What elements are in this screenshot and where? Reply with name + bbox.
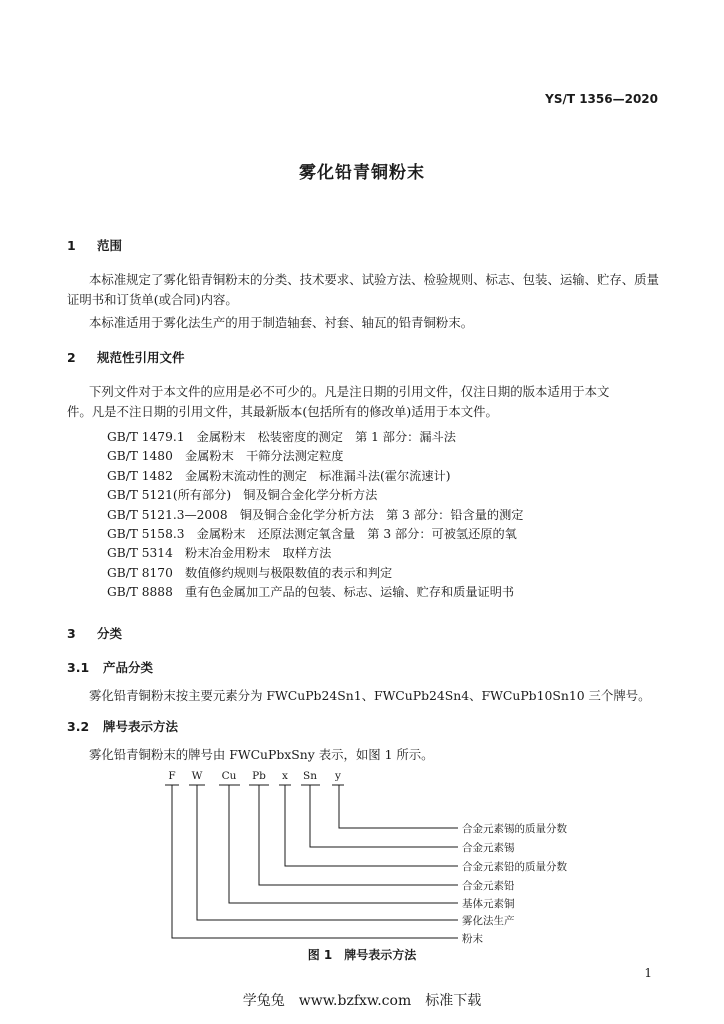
subsection-title: 牌号表示方法	[103, 719, 179, 734]
section-title: 分类	[97, 626, 123, 641]
section-number: 1	[67, 238, 76, 253]
reference-item: GB/T 8170 数值修约规则与极限数值的表示和判定	[107, 565, 393, 580]
diagram-label: 合金元素铅	[462, 880, 515, 892]
leader-line	[285, 785, 458, 866]
leader-line	[197, 785, 458, 920]
subsection-number: 3.2	[67, 719, 90, 734]
section-number: 2	[67, 350, 76, 365]
code-letter: Cu	[221, 770, 237, 782]
diagram-label: 基体元素铜	[462, 898, 515, 910]
paragraph: 下列文件对于本文件的应用是必不可少的。凡是注日期的引用文件，仅注日期的版本适用于本文	[89, 384, 610, 399]
code-letter: W	[191, 770, 203, 782]
paragraph: 本标准适用于雾化法生产的用于制造轴套、衬套、轴瓦的铅青铜粉末。	[89, 315, 474, 330]
code-letter: Sn	[303, 770, 317, 782]
reference-item: GB/T 5121.3—2008 铜及铜合金化学分析方法 第 3 部分：铅含量的测定	[107, 507, 524, 522]
paragraph: 雾化铅青铜粉末按主要元素分为 FWCuPb24Sn1、FWCuPb24Sn4、FWCuPb10Sn10 三个牌号。	[89, 688, 651, 703]
code-letter: y	[335, 770, 341, 782]
section-title: 范围	[97, 238, 123, 253]
leader-line	[310, 785, 458, 847]
subsection-number: 3.1	[67, 660, 90, 675]
reference-item: GB/T 1479.1 金属粉末 松装密度的测定 第 1 部分：漏斗法	[107, 430, 456, 444]
paragraph: 件。凡是不注日期的引用文件，其最新版本(包括所有的修改单)适用于本文件。	[67, 404, 498, 419]
diagram-label: 合金元素铅的质量分数	[462, 861, 567, 873]
section-number: 3	[67, 626, 76, 641]
code-letter: Pb	[252, 770, 266, 782]
document-title: 雾化铅青铜粉末	[299, 163, 425, 183]
diagram-label: 合金元素锡	[462, 842, 515, 854]
reference-item: GB/T 1482 金属粉末流动性的测定 标准漏斗法(霍尔流速计)	[107, 468, 451, 483]
standard-number: YS/T 1356—2020	[545, 92, 658, 106]
subsection-title: 产品分类	[103, 660, 154, 675]
code-letter: x	[282, 770, 288, 782]
diagram-label: 合金元素锡的质量分数	[462, 823, 567, 835]
page-number: 1	[644, 966, 652, 980]
reference-item: GB/T 5158.3 金属粉末 还原法测定氧含量 第 3 部分：可被氢还原的氧	[107, 526, 517, 541]
section-title: 规范性引用文件	[97, 350, 185, 365]
diagram-label: 雾化法生产	[462, 915, 515, 927]
leader-line	[172, 785, 458, 938]
paragraph: 证明书和订货单(或合同)内容。	[67, 292, 238, 307]
reference-item: GB/T 5121(所有部分) 铜及铜合金化学分析方法	[107, 488, 378, 503]
paragraph: 雾化铅青铜粉末的牌号由 FWCuPbxSny 表示，如图 1 所示。	[89, 747, 434, 762]
figure-caption: 图 1 牌号表示方法	[307, 948, 417, 962]
watermark-footer: 学兔兔 www.bzfxw.com 标准下载	[242, 993, 482, 1009]
leader-line	[259, 785, 458, 885]
reference-item: GB/T 1480 金属粉末 干筛分法测定粒度	[107, 449, 344, 464]
code-letter: F	[168, 770, 176, 782]
paragraph: 本标准规定了雾化铅青铜粉末的分类、技术要求、试验方法、检验规则、标志、包装、运输、贮存、质量	[89, 272, 659, 287]
reference-item: GB/T 5314 粉末冶金用粉末 取样方法	[107, 546, 332, 561]
diagram-label: 粉末	[462, 933, 483, 945]
reference-item: GB/T 8888 重有色金属加工产品的包装、标志、运输、贮存和质量证明书	[107, 585, 515, 600]
leader-line	[339, 785, 458, 828]
